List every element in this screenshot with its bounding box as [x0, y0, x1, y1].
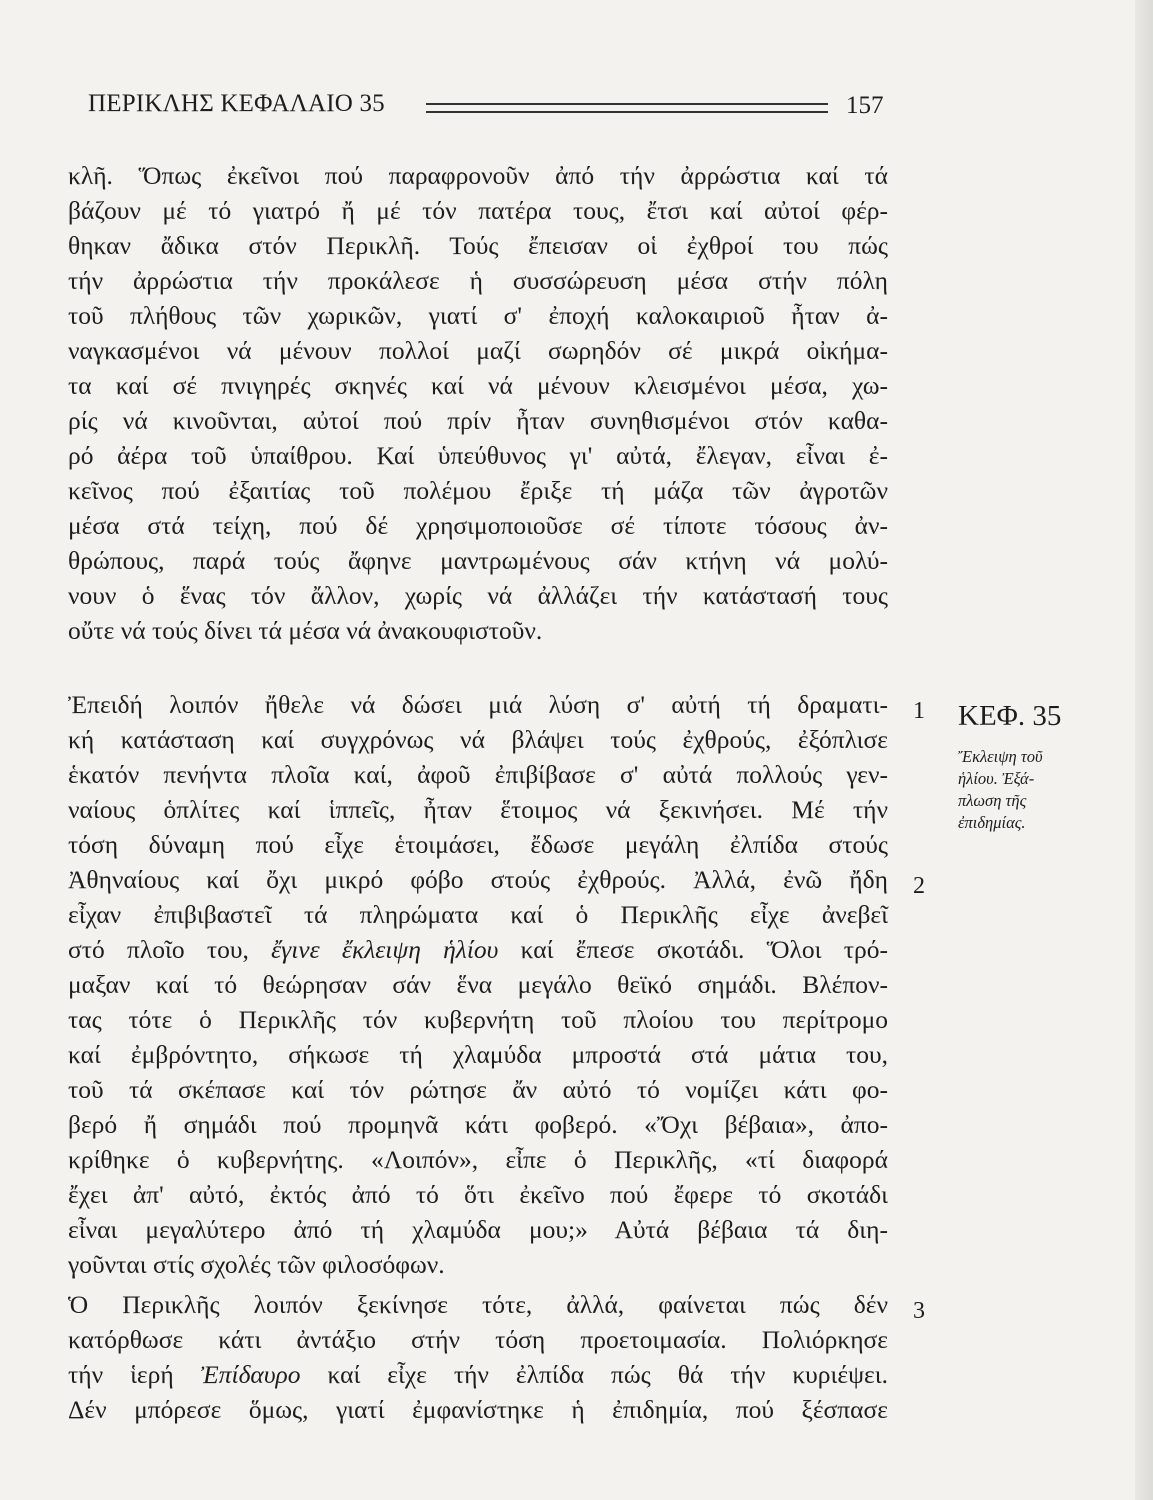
text-line: Δέν μπόρεσε ὅμως, γιατί ἐμφανίστηκε ἡ ἐπιδημία, πού ξέσπασε [68, 1395, 888, 1424]
text-line: τόση δύναμη πού εἶχε ἑτοιμάσει, ἔδωσε μεγάλη ἐλπίδα στούς [68, 830, 888, 859]
text-run: καί εἶχε τήν ἐλπίδα πώς θά τήν κυριέψει. [327, 1360, 888, 1389]
text-line: γοῦνται στίς σχολές τῶν φιλοσόφων. [68, 1250, 445, 1279]
text-line: Ὁ Περικλῆς λοιπόν ξεκίνησε τότε, ἀλλά, φαίνεται πώς δέν [68, 1290, 888, 1319]
text-line: τα καί σέ πνιγηρές σκηνές καί νά μένουν κλεισμένοι μέσα, χω- [68, 371, 888, 400]
header-double-rule [426, 103, 828, 113]
text-line: εἶχαν ἐπιβιβαστεῖ τά πληρώματα καί ὁ Περικλῆς εἶχε ἀνεβεῖ [68, 900, 888, 929]
note-line: ἐπιδημίας. [958, 813, 1026, 832]
text-line: θρώπους, παρά τούς ἄφηνε μαντρωμένους σάν κτήνη νά μολύ- [68, 546, 888, 575]
page-number: 157 [846, 92, 884, 119]
italic-term: Ἐπίδαυρο [200, 1360, 301, 1389]
text-line: μαξαν καί τό θεώρησαν σάν ἕνα μεγάλο θεϊκό σημάδι. Βλέπον- [68, 970, 888, 999]
text-line: βερό ἤ σημάδι πού προμηνᾶ κάτι φοβερό. «Ὄχι βέβαια», ἀπο- [68, 1110, 888, 1139]
text-line: ναίους ὁπλίτες καί ἱππεῖς, ἦταν ἕτοιμος νά ξεκινήσει. Μέ τήν [68, 795, 888, 824]
note-line: πλωση τῆς [958, 791, 1027, 810]
text-line: ναγκασμένοι νά μένουν πολλοί μαζί σωρηδόν σέ μικρά οἰκήμα- [68, 336, 888, 365]
text-line: μέσα στά τείχη, πού δέ χρησιμοποιοῦσε σέ τίποτε τόσους ἀν- [68, 511, 888, 540]
text-line: εἶναι μεγαλύτερο ἀπό τή χλαμύδα μου;» Αὐτά βέβαια τά διη- [68, 1215, 888, 1244]
text-line: κλῆ. Ὅπως ἐκεῖνοι πού παραφρονοῦν ἀπό τήν ἀρρώστια καί τά [68, 161, 888, 190]
text-line: κρίθηκε ὁ κυβερνήτης. «Λοιπόν», εἶπε ὁ Περικλῆς, «τί διαφορά [68, 1145, 888, 1174]
text-line: κατόρθωσε κάτι ἀντάξιο στήν τόση προετοιμασία. Πολιόρκησε [68, 1325, 888, 1354]
text-line: Ἀθηναίους καί ὄχι μικρό φόβο στούς ἐχθρούς. Ἀλλά, ἐνῶ ἤδη [68, 865, 888, 894]
text-line: τοῦ πλήθους τῶν χωρικῶν, γιατί σ' ἐποχή καλοκαιριοῦ ἦταν ἀ- [68, 301, 888, 330]
margin-section-number: 1 [913, 698, 925, 724]
text-run: τήν ἱερή [68, 1360, 174, 1389]
text-line: τήν ἀρρώστια τήν προκάλεσε ἡ συσσώρευση μέσα στήν πόλη [68, 266, 888, 295]
chapter-summary-note [958, 746, 1068, 834]
text-line: κεῖνος πού ἐξαιτίας τοῦ πολέμου ἔριξε τή μάζα τῶν ἀγροτῶν [68, 476, 888, 505]
text-line: κή κατάσταση καί συγχρόνως νά βλάψει τούς ἐχθρούς, ἐξόπλισε [68, 725, 888, 754]
note-line: Ἔκλειψη τοῦ [958, 747, 1043, 766]
text-run: στό πλοῖο του, [68, 935, 249, 964]
text-line: Ἐπειδή λοιπόν ἤθελε νά δώσει μιά λύση σ' αὐτή τή δραματι- [68, 690, 888, 719]
margin-section-number: 2 [913, 873, 925, 899]
text-line: βάζουν μέ τό γιατρό ἤ μέ τόν πατέρα τους, ἔτσι καί αὐτοί φέρ- [68, 196, 888, 225]
text-line: ρίς νά κινοῦνται, αὐτοί πού πρίν ἦταν συνηθισμένοι στόν καθα- [68, 406, 888, 435]
running-title: ΠΕΡΙΚΛΗΣ ΚΕΦΑΛΑΙΟ 35 [88, 90, 385, 117]
text-run: καί ἔπεσε σκοτάδι. Ὅλοι τρό- [520, 935, 889, 964]
text-line: ἑκατόν πενήντα πλοῖα καί, ἀφοῦ ἐπιβίβασε σ' αὐτά πολλούς γεν- [68, 760, 888, 789]
margin-section-number: 3 [913, 1298, 925, 1324]
chapter-heading: ΚΕΦ. 35 [958, 700, 1062, 732]
text-line: οὔτε νά τούς δίνει τά μέσα νά ἀνακουφιστοῦν. [68, 616, 543, 645]
text-line: καί ἐμβρόντητο, σήκωσε τή χλαμύδα μπροστά στά μάτια του, [68, 1040, 888, 1069]
text-line-with-italic [68, 1359, 888, 1391]
text-line: ἔχει ἀπ' αὐτό, ἐκτός ἀπό τό ὅτι ἐκεῖνο πού ἔφερε τό σκοτάδι [68, 1180, 888, 1209]
text-line-with-italic [68, 934, 888, 966]
text-line: θηκαν ἄδικα στόν Περικλῆ. Τούς ἔπεισαν οἱ ἐχθροί του πώς [68, 231, 888, 260]
note-line: ἡλίου. Ἐξά- [958, 769, 1035, 788]
page-edge [1135, 0, 1153, 1500]
italic-term: ἔγινε ἔκλειψη ἡλίου [271, 935, 499, 964]
text-line: ρό ἀέρα τοῦ ὑπαίθρου. Καί ὑπεύθυνος γι' αὐτά, ἔλεγαν, εἶναι ἐ- [68, 441, 888, 470]
text-line: τοῦ τά σκέπασε καί τόν ρώτησε ἄν αὐτό τό νομίζει κάτι φο- [68, 1075, 888, 1104]
text-line: νουν ὁ ἕνας τόν ἄλλον, χωρίς νά ἀλλάζει τήν κατάστασή τους [68, 581, 888, 610]
running-head [88, 86, 888, 126]
text-line: τας τότε ὁ Περικλῆς τόν κυβερνήτη τοῦ πλοίου του περίτρομο [68, 1005, 888, 1034]
